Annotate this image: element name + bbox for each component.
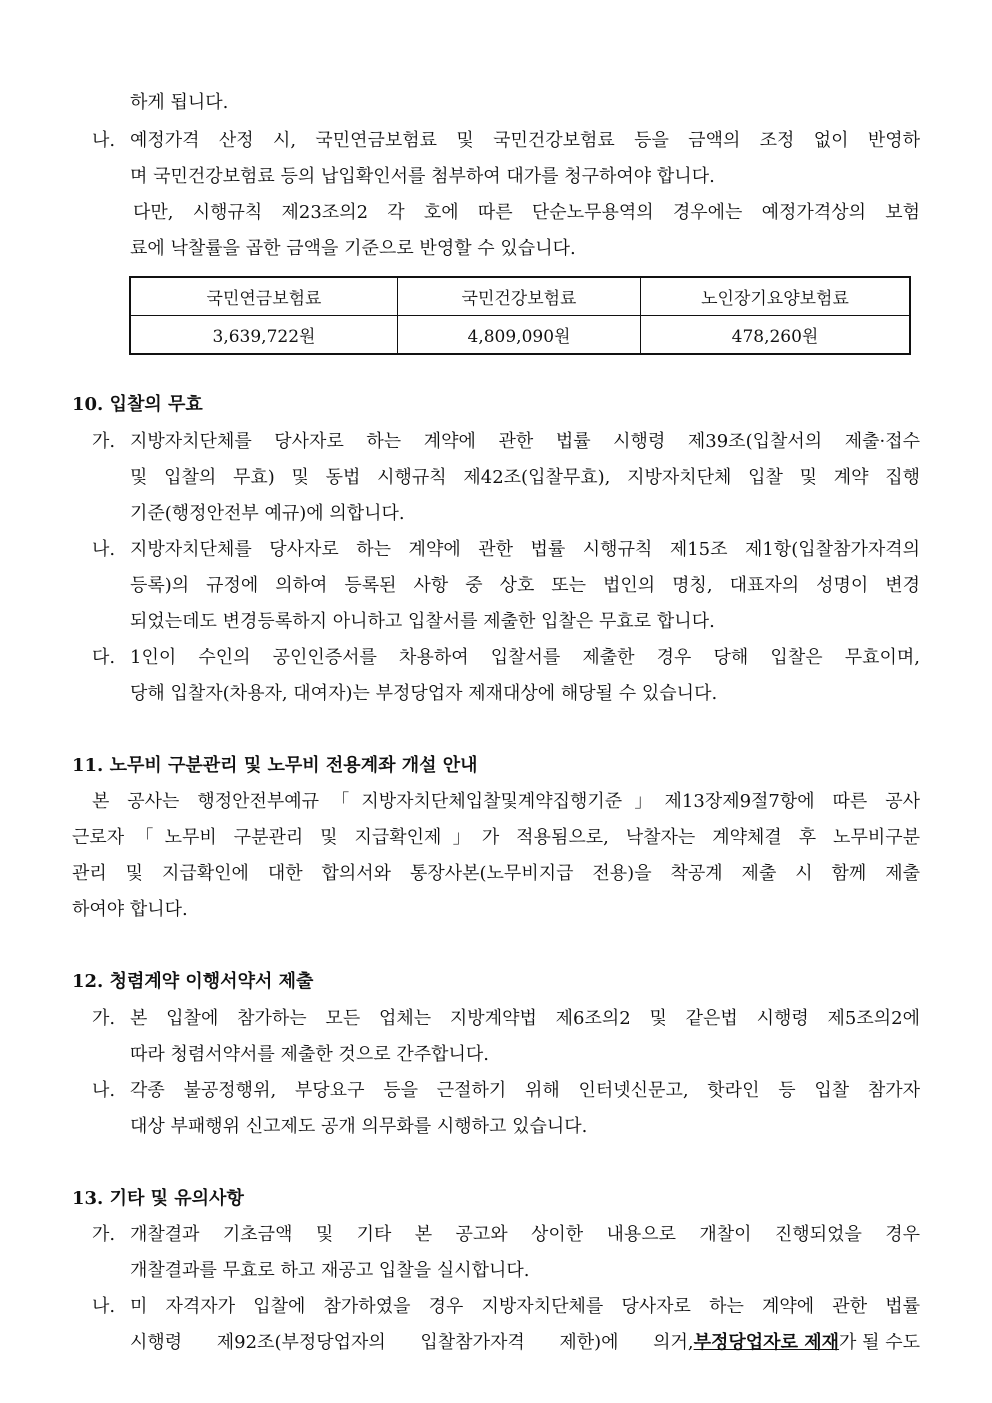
- paragraph-line: 및 입찰의 무효) 및 동법 시행규칙 제42조(입찰무효), 지방자치단체 입찰 및 계약 집행: [130, 467, 920, 488]
- paragraph-text: 가 될 수도: [839, 1332, 920, 1353]
- paragraph-line: 지방자치단체를 당사자로 하는 계약에 관한 법률 시행령 제39조(입찰서의 제출·접수: [130, 431, 920, 452]
- emphasis-text: 부정당업자로 제재: [693, 1332, 839, 1353]
- paragraph-text: 시행령 제92조(부정당업자의 입찰참가자격 제한)에 의거,: [130, 1332, 694, 1353]
- paragraph-line: 관리 및 지급확인에 대한 합의서와 통장사본(노무비지급 전용)을 착공계 제출 시 함께 제출: [72, 863, 920, 884]
- paragraph-line: 미 자격자가 입찰에 참가하였을 경우 지방자치단체를 당사자로 하는 계약에 관한 법률: [130, 1296, 920, 1317]
- section-title: 13. 기타 및 유의사항: [72, 1188, 244, 1209]
- section-title: 10. 입찰의 무효: [72, 394, 203, 415]
- paragraph-line: 본 입찰에 참가하는 모든 업체는 지방계약법 제6조의2 및 같은법 시행령 제5조의2에: [130, 1008, 920, 1029]
- item-marker: 나.: [92, 539, 116, 560]
- table-header-cell: 국민연금보험료: [130, 277, 398, 316]
- table-header-row: [130, 277, 910, 316]
- paragraph-line: 료에 낙찰률을 곱한 금액을 기준으로 반영할 수 있습니다.: [130, 238, 576, 259]
- paragraph-line: 며 국민건강보험료 등의 납입확인서를 첨부하여 대가를 청구하여야 합니다.: [130, 166, 715, 187]
- paragraph-line: 근로자「노무비 구분관리 및 지급확인제」가 적용됨으로, 낙찰자는 계약체결 후 노무비구분: [72, 827, 920, 848]
- paragraph-line: 1인이 수인의 공인인증서를 차용하여 입찰서를 제출한 경우 당해 입찰은 무효이며,: [130, 647, 920, 668]
- paragraph-line: 기준(행정안전부 예규)에 의합니다.: [130, 503, 405, 524]
- item-marker: 나.: [92, 130, 116, 151]
- paragraph-line: 각종 불공정행위, 부당요구 등을 근절하기 위해 인터넷신문고, 핫라인 등 입찰 참가자: [130, 1080, 920, 1101]
- item-marker: 다.: [92, 647, 116, 668]
- section-title: 11. 노무비 구분관리 및 노무비 전용계좌 개설 안내: [72, 755, 478, 776]
- paragraph-line: 하여야 합니다.: [72, 899, 188, 920]
- paragraph-line: 예정가격 산정 시, 국민연금보험료 및 국민건강보험료 등을 금액의 조정 없이 반영하: [130, 130, 920, 151]
- item-marker: 가.: [92, 1224, 116, 1245]
- section-title: 12. 청렴계약 이행서약서 제출: [72, 971, 314, 992]
- item-marker: 나.: [92, 1296, 116, 1317]
- paragraph-line: 지방자치단체를 당사자로 하는 계약에 관한 법률 시행규칙 제15조 제1항(입찰참가자격의: [130, 539, 920, 560]
- item-marker: 가.: [92, 1008, 116, 1029]
- paragraph-line: 되었는데도 변경등록하지 아니하고 입찰서를 제출한 입찰은 무효로 합니다.: [130, 611, 715, 632]
- insurance-table: [129, 276, 911, 355]
- paragraph-line: 당해 입찰자(차용자, 대여자)는 부정당업자 제재대상에 해당될 수 있습니다.: [130, 683, 718, 704]
- paragraph-line: 등록)의 규정에 의하여 등록된 사항 중 상호 또는 법인의 명칭, 대표자의 성명이 변경: [130, 575, 920, 596]
- paragraph-line: 본 공사는 행정안전부예규「지방자치단체입찰및계약집행기준」제13장제9절7항에 따른 공사: [92, 791, 920, 812]
- item-marker: 나.: [92, 1080, 116, 1101]
- item-marker: 가.: [92, 431, 116, 452]
- table-header-cell: 국민건강보험료: [398, 277, 641, 316]
- paragraph-line: 따라 청렴서약서를 제출한 것으로 간주합니다.: [130, 1044, 489, 1065]
- table-row: [130, 316, 910, 355]
- paragraph-line: [130, 1330, 920, 1356]
- paragraph-line: 대상 부패행위 신고제도 공개 의무화를 시행하고 있습니다.: [130, 1116, 588, 1137]
- intro-line: 하게 됩니다.: [130, 92, 229, 113]
- table-cell: 4,809,090원: [398, 316, 641, 355]
- table-cell: 478,260원: [641, 316, 911, 355]
- paragraph-line: 다만, 시행규칙 제23조의2 각 호에 따른 단순노무용역의 경우에는 예정가격상의 보험: [133, 202, 920, 223]
- table-header-cell: 노인장기요양보험료: [641, 277, 911, 316]
- paragraph-line: 개찰결과 기초금액 및 기타 본 공고와 상이한 내용으로 개찰이 진행되었을 경우: [130, 1224, 920, 1245]
- table-cell: 3,639,722원: [130, 316, 398, 355]
- paragraph-line: 개찰결과를 무효로 하고 재공고 입찰을 실시합니다.: [130, 1260, 530, 1281]
